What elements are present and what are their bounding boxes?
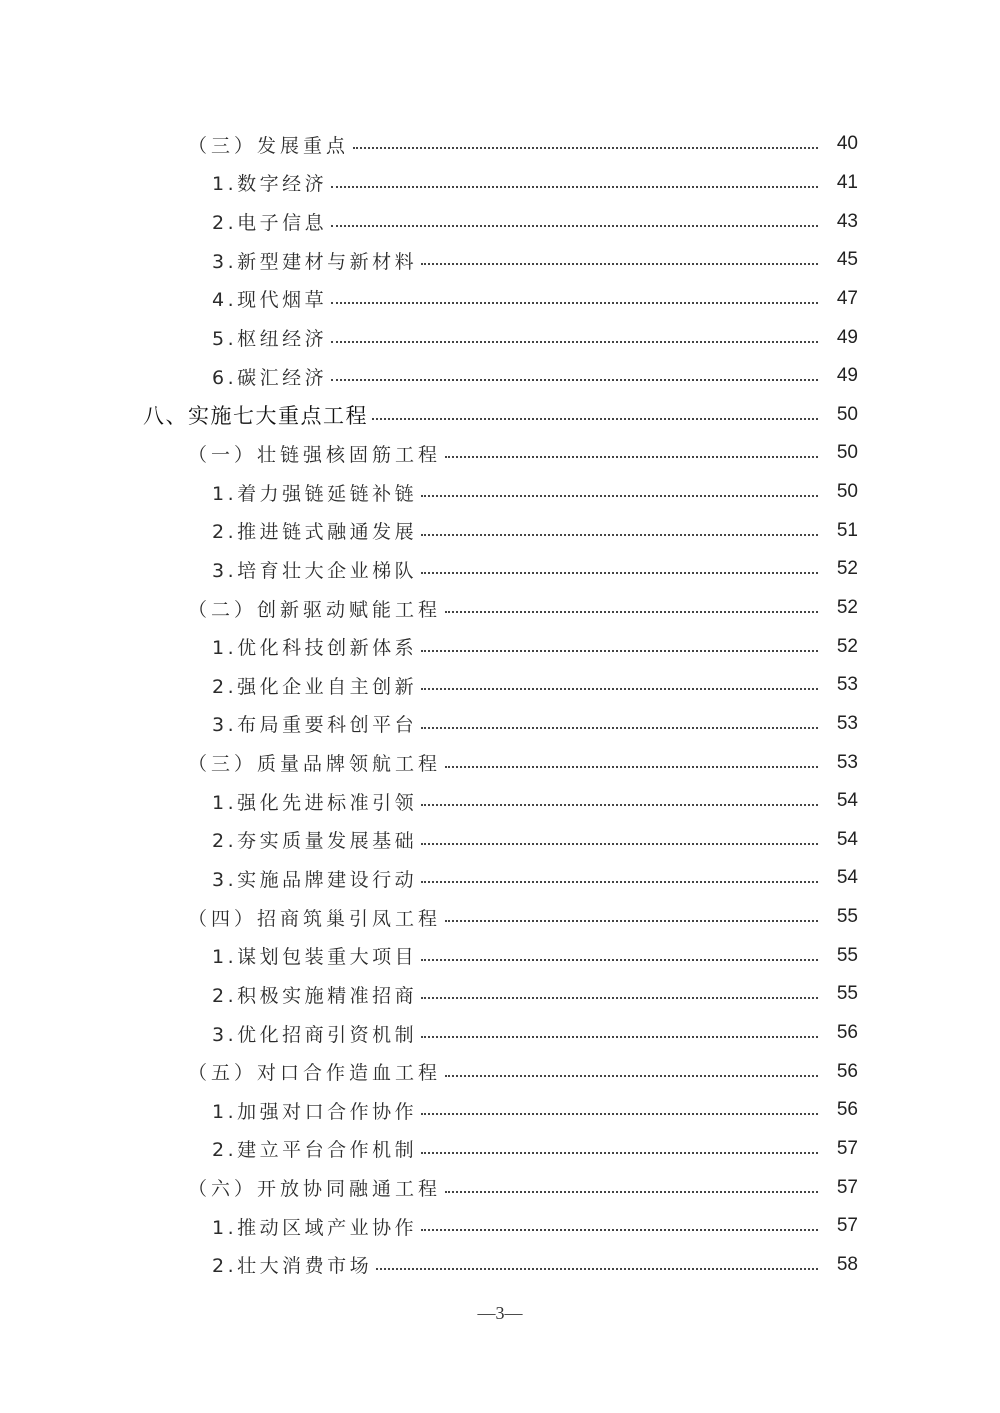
toc-entry-title: 2.电子信息 [212, 208, 329, 235]
dot-leader [331, 341, 818, 343]
toc-entry-title: （二）创新驱动赋能工程 [188, 595, 443, 622]
toc-entry-title: 2.建立平台合作机制 [212, 1135, 419, 1162]
toc-entry[interactable] [0, 318, 1000, 357]
dot-leader [421, 650, 818, 652]
toc-entry[interactable] [0, 473, 1000, 512]
dot-leader [331, 186, 818, 188]
toc-entry-page-number: 51 [836, 519, 858, 541]
dot-leader [376, 1268, 818, 1270]
dot-leader [445, 611, 818, 613]
toc-entry-page-number: 58 [836, 1253, 858, 1275]
toc-entry-page-number: 41 [836, 171, 858, 193]
dot-leader [421, 495, 818, 497]
toc-entry-page-number: 53 [836, 674, 858, 696]
dot-leader [445, 1191, 818, 1193]
dot-leader [445, 920, 818, 922]
toc-entry-page-number: 52 [836, 558, 858, 580]
toc-entry[interactable] [0, 1091, 1000, 1130]
dot-leader [421, 1036, 818, 1038]
toc-entry-title: 2.积极实施精准招商 [212, 981, 419, 1008]
toc-entry-title: （三）发展重点 [188, 131, 351, 158]
toc-entry[interactable] [0, 1246, 1000, 1285]
toc-entry[interactable] [0, 705, 1000, 744]
toc-entry[interactable] [0, 164, 1000, 203]
toc-entry[interactable] [0, 550, 1000, 589]
toc-entry-title: （一）壮链强核固筋工程 [188, 440, 443, 467]
toc-entry[interactable] [0, 241, 1000, 280]
toc-entry[interactable] [0, 511, 1000, 550]
dot-leader [445, 456, 818, 458]
toc-entry-title: 2.夯实质量发展基础 [212, 826, 419, 853]
toc-entry[interactable] [0, 125, 1000, 164]
toc-entry-title: 2.壮大消费市场 [212, 1251, 374, 1278]
dot-leader [421, 727, 818, 729]
toc-entry[interactable] [0, 202, 1000, 241]
toc-entry[interactable] [0, 1014, 1000, 1053]
toc-entry-page-number: 57 [836, 1176, 858, 1198]
dot-leader [421, 1113, 818, 1115]
toc-entry[interactable] [0, 1130, 1000, 1169]
toc-entry[interactable] [0, 1168, 1000, 1207]
toc-entry-page-number: 50 [836, 442, 858, 464]
toc-entry-page-number: 54 [836, 828, 858, 850]
toc-entry-page-number: 57 [836, 1215, 858, 1237]
dot-leader [445, 1075, 818, 1077]
toc-entry[interactable] [0, 280, 1000, 319]
toc-entry-title: 1.谋划包装重大项目 [212, 942, 419, 969]
toc-entry-title: 3.实施品牌建设行动 [212, 865, 419, 892]
toc-entry[interactable] [0, 1052, 1000, 1091]
toc-entry-page-number: 50 [836, 481, 858, 503]
toc-entry-title: 4.现代烟草 [212, 285, 329, 312]
toc-entry-page-number: 49 [836, 326, 858, 348]
toc-entry[interactable] [0, 666, 1000, 705]
toc-entry-page-number: 45 [836, 249, 858, 271]
dot-leader [421, 1229, 818, 1231]
toc-entry[interactable] [0, 627, 1000, 666]
toc-entry-title: 2.强化企业自主创新 [212, 672, 419, 699]
toc-entry-page-number: 43 [836, 210, 858, 232]
table-of-contents [0, 125, 1000, 1284]
dot-leader [331, 379, 818, 381]
toc-entry-title: 5.枢纽经济 [212, 324, 329, 351]
toc-entry[interactable] [0, 821, 1000, 860]
dot-leader [331, 302, 818, 304]
toc-entry-title: 八、实施七大重点工程 [143, 400, 370, 430]
toc-entry-title: 1.着力强链延链补链 [212, 479, 419, 506]
toc-entry-page-number: 52 [836, 635, 858, 657]
toc-entry-page-number: 56 [836, 1060, 858, 1082]
toc-entry-title: （四）招商筑巢引凤工程 [188, 904, 443, 931]
dot-leader [372, 418, 818, 420]
toc-entry-page-number: 56 [836, 1099, 858, 1121]
dot-leader [331, 225, 818, 227]
dot-leader [353, 147, 818, 149]
toc-entry-page-number: 57 [836, 1137, 858, 1159]
toc-entry-title: 3.培育壮大企业梯队 [212, 556, 419, 583]
toc-entry-page-number: 54 [836, 867, 858, 889]
toc-entry-page-number: 47 [836, 287, 858, 309]
toc-entry[interactable] [0, 357, 1000, 396]
toc-entry[interactable] [0, 975, 1000, 1014]
toc-entry-title: 1.加强对口合作协作 [212, 1097, 419, 1124]
toc-entry[interactable] [0, 859, 1000, 898]
toc-entry[interactable] [0, 589, 1000, 628]
toc-entry-page-number: 53 [836, 751, 858, 773]
toc-entry-title: 1.数字经济 [212, 169, 329, 196]
toc-entry-page-number: 40 [836, 133, 858, 155]
toc-entry-page-number: 55 [836, 944, 858, 966]
toc-entry-page-number: 50 [836, 403, 858, 425]
toc-entry[interactable] [0, 782, 1000, 821]
dot-leader [421, 534, 818, 536]
toc-entry-page-number: 52 [836, 597, 858, 618]
toc-entry-title: （三）质量品牌领航工程 [188, 749, 443, 776]
toc-entry[interactable] [0, 1207, 1000, 1246]
toc-entry-page-number: 54 [836, 790, 858, 812]
toc-entry-title: 2.推进链式融通发展 [212, 517, 419, 544]
toc-entry-title: （六）开放协同融通工程 [188, 1174, 443, 1201]
toc-entry[interactable] [0, 743, 1000, 782]
toc-entry-title: （五）对口合作造血工程 [188, 1058, 443, 1085]
toc-entry-page-number: 53 [836, 712, 858, 734]
toc-entry-title: 3.优化招商引资机制 [212, 1020, 419, 1047]
dot-leader [421, 997, 818, 999]
toc-entry-title: 3.新型建材与新材料 [212, 247, 419, 274]
toc-entry[interactable] [0, 395, 1000, 434]
toc-entry[interactable] [0, 936, 1000, 975]
toc-entry-title: 1.强化先进标准引领 [212, 788, 419, 815]
dot-leader [421, 572, 818, 574]
toc-entry-title: 1.优化科技创新体系 [212, 633, 419, 660]
dot-leader [421, 263, 818, 265]
dot-leader [421, 881, 818, 883]
dot-leader [421, 959, 818, 961]
toc-entry-page-number: 55 [836, 906, 858, 928]
toc-entry-page-number: 55 [836, 983, 858, 1005]
dot-leader [445, 766, 818, 768]
dot-leader [421, 1152, 818, 1154]
toc-entry[interactable] [0, 898, 1000, 937]
page-number-footer: —3— [477, 1303, 523, 1323]
toc-entry-title: 6.碳汇经济 [212, 363, 329, 390]
toc-entry-title: 3.布局重要科创平台 [212, 710, 419, 737]
toc-entry-title: 1.推动区域产业协作 [212, 1213, 419, 1240]
toc-entry-page-number: 49 [836, 365, 858, 387]
toc-entry-page-number: 56 [836, 1022, 858, 1044]
dot-leader [421, 804, 818, 806]
toc-entry[interactable] [0, 434, 1000, 473]
dot-leader [421, 688, 818, 690]
dot-leader [421, 843, 818, 845]
